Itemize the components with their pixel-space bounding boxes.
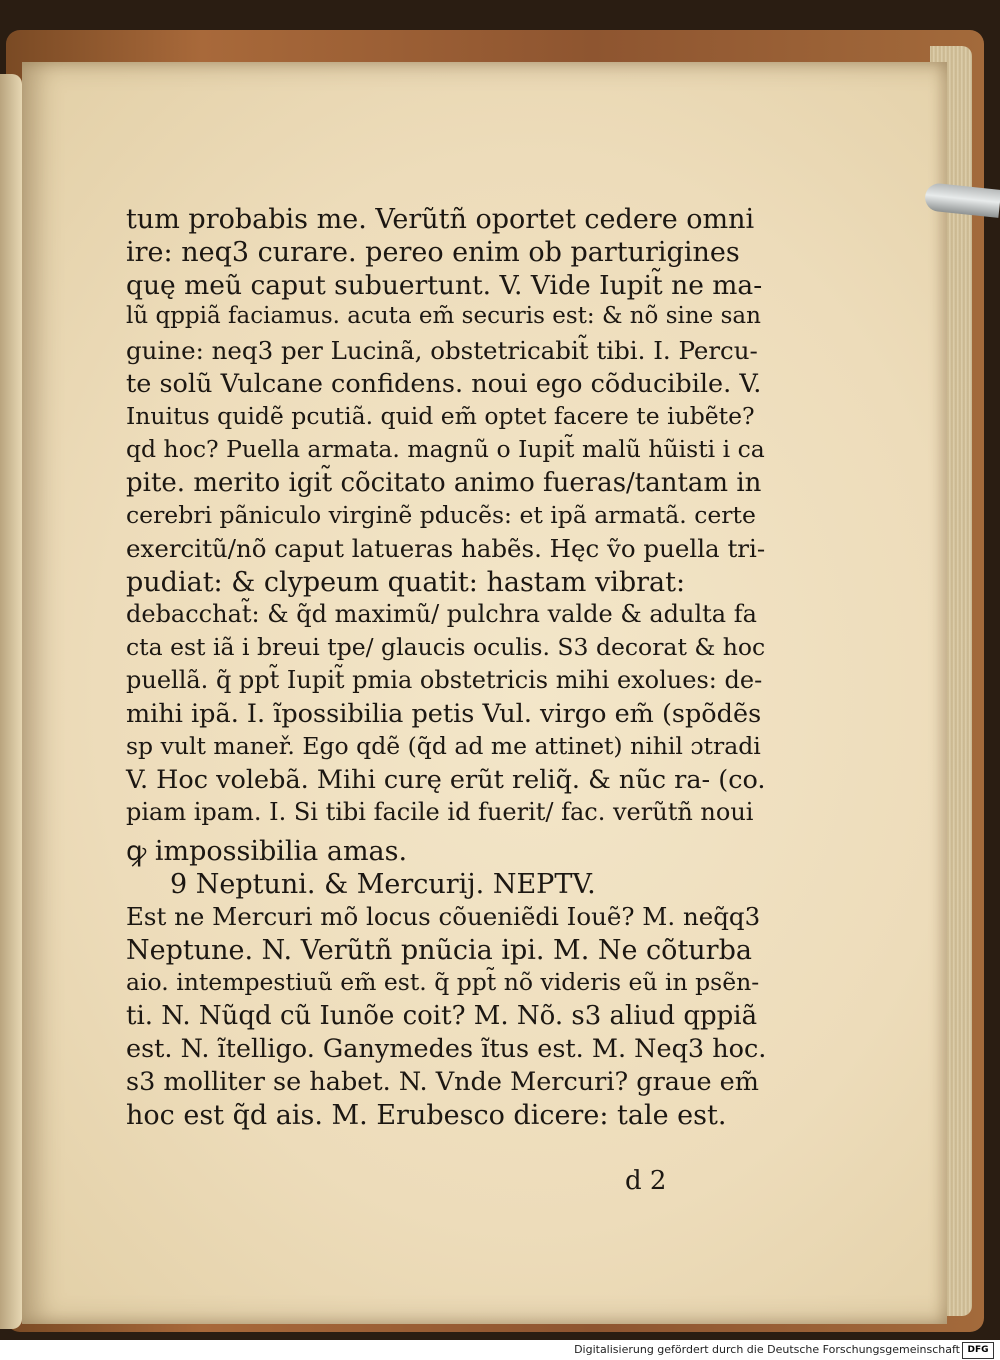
text-line: puellã. q̃ ppt̃ Iupit̃ pmia obstetricis mihi exolues: de- [126, 666, 763, 694]
text-line: mihi ipã. I. ĩpossibilia petis Vul. virgo em̃ (spõdẽs [126, 699, 762, 729]
text-line: ti. N. Nũqd cũ Iunõe coit? M. Nõ. s3 aliud qppiã [126, 1001, 758, 1031]
text-line: qd hoc? Puella armata. magnũ o Iupit̃ malũ hũisti i ca [126, 435, 765, 463]
text-line: Inuitus quidẽ pcutiã. quid em̃ optet facere te iubẽte? [126, 402, 755, 430]
text-line: cta est iã i breui tpe/ glaucis oculis. S3 decorat & hoc [126, 633, 766, 661]
text-line: sp vult maneř. Ego qdẽ (q̃d ad me attinet) nihil ɔtradi [126, 732, 761, 760]
text-line: exercitũ/nõ caput latueras habẽs. Hęc ṽo puella tri- [126, 534, 766, 563]
text-line: hoc est q̃d ais. M. Erubesco dicere: tale est. [126, 1100, 727, 1131]
footer-bar [0, 1340, 1000, 1360]
text-line: guine: neq3 per Lucinã, obstetricabit̃ tibi. I. Percu- [126, 336, 758, 365]
funding-credit: Digitalisierung gefördert durch die Deutsche Forschungsgemeinschaft [574, 1343, 960, 1356]
text-line: aio. intempestiuũ em̃ est. q̃ ppt̃ nõ videris eũ in psẽn- [126, 968, 760, 996]
signature-mark: d 2 [625, 1166, 667, 1196]
printed-page [22, 62, 947, 1324]
text-line: est. N. ĩtelligo. Ganymedes ĩtus est. M. Neq3 hoc. [126, 1034, 767, 1064]
dfg-logo: DFG [962, 1342, 994, 1359]
text-line: pite. merito igit̃ cõcitato animo fueras/tantam in [126, 468, 762, 498]
section-heading: 9 Neptuni. & Mercurij. NEPTV. [170, 869, 596, 900]
text-line: s3 molliter se habet. N. Vnde Mercuri? graue em̃ [126, 1067, 759, 1097]
text-line: lũ qppiã faciamus. acuta em̃ securis est: & nõ sine san [126, 303, 761, 329]
facing-page-edge [0, 74, 22, 1329]
text-line: Neptune. N. Verũtñ pnũcia ipi. M. Ne cõturba [126, 935, 752, 966]
text-line: V. Hoc volebã. Mihi curę erũt reliq̃. & nũc ra- (co. [126, 765, 766, 795]
text-line: quę meũ caput subuertunt. V. Vide Iupit̃ ne ma- [126, 270, 763, 301]
text-line: ire: neq3 curare. pereo enim ob parturigines [126, 237, 740, 268]
text-line: cerebri pãniculo virginẽ pducẽs: et ipã armatã. certe [126, 501, 756, 529]
text-line: pudiat: & clypeum quatit: hastam vibrat: [126, 567, 686, 598]
text-line: debacchat̃: & q̃d maximũ/ pulchra valde & adulta fa [126, 600, 757, 628]
text-line: piam ipam. I. Si tibi facile id fuerit/ fac. verũtñ noui [126, 798, 754, 826]
text-line: ꝙ impossibilia amas. [126, 836, 408, 867]
text-line: Est ne Mercuri mõ locus cõueniẽdi Iouẽ? M. neq̃q3 [126, 902, 761, 931]
text-line: tum probabis me. Verũtñ oportet cedere omni [126, 204, 755, 235]
text-line: te solũ Vulcane confidens. noui ego cõducibile. V. [126, 369, 762, 399]
